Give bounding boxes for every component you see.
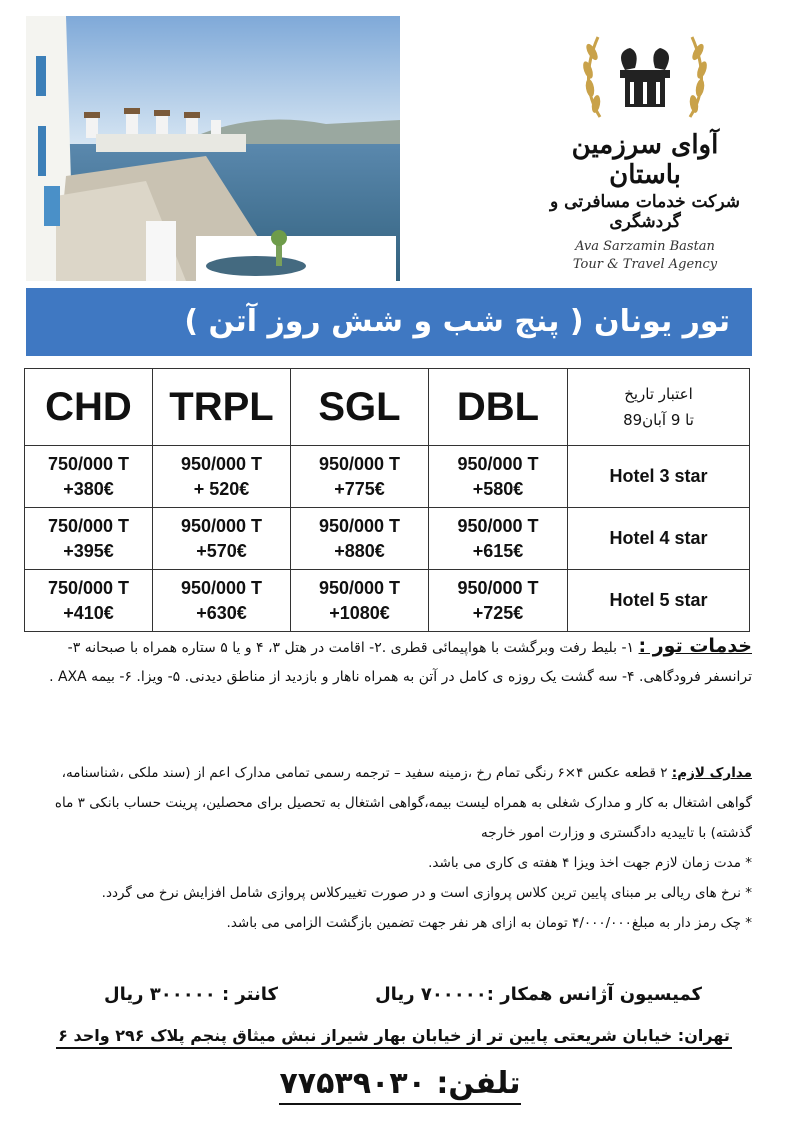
header-chd: CHD [25,369,153,446]
price-cell [25,508,153,570]
company-logo [540,22,750,272]
price-euro: + 520€ [193,478,250,499]
price-cell [291,570,429,632]
table-row [25,446,750,508]
company-subtitle-fa: شرکت خدمات مسافرتی و گردشگری [550,192,740,232]
price-cell [429,508,568,570]
price-toman: 950/000 T [457,577,539,598]
price-cell [153,570,291,632]
price-cell [429,570,568,632]
price-euro: +1080€ [329,602,390,623]
header-sgl: SGL [291,369,429,446]
validity-date: تا 9 آبان89 [623,411,694,429]
laurel-emblem-icon [570,22,720,122]
table-row [25,570,750,632]
services-text: ۱- بلیط رفت وبرگشت با هواپیمائی قطری .۲- اقامت در هتل ۳، ۴ و یا ۵ ستاره همراه با صبحانه ۳- ترانسفر فرودگاهی. ۴- سه گشت یک روزه ی کامل در آتن به همراه ناهار و بازدید از مناطق دیدنی. ۵- ویزا. ۶- بیمه AXA . [49,640,752,685]
price-euro: +570€ [196,540,247,561]
price-euro: +395€ [63,540,114,561]
price-toman: 950/000 T [318,577,401,598]
price-toman: 950/000 T [180,453,263,474]
price-euro: +880€ [334,540,385,561]
phone-number [200,1066,600,1101]
price-toman: 750/000 T [47,515,130,536]
table-row [25,508,750,570]
hero-photo [26,16,400,281]
tour-services [24,632,752,692]
price-euro: +615€ [472,540,524,561]
hotel-label: Hotel 5 star [568,570,750,632]
phone-text: تلفن: ۷۷۵۳۹۰۳۰ [279,1066,520,1105]
price-euro: +630€ [196,602,247,623]
table-header-row [25,369,750,446]
price-euro: +775€ [334,478,385,499]
price-table [24,368,750,632]
price-toman: 950/000 T [318,453,401,474]
price-toman: 950/000 T [457,515,539,536]
price-euro: +380€ [63,478,114,499]
header-trpl: TRPL [153,369,291,446]
price-euro: +725€ [472,602,524,623]
price-cell [153,508,291,570]
price-euro: +580€ [472,478,524,499]
note-item: * چک رمز دار به مبلغ۴/۰۰۰/۰۰۰ تومان به ازای هر نفر جهت تضمین بازگشت الزامی می باشد. [226,915,752,931]
company-name-en-line2: Tour & Travel Agency [572,257,718,272]
price-toman: 950/000 T [180,515,263,536]
price-euro: +410€ [63,602,114,623]
company-name-en [540,238,750,274]
commission-line [24,984,752,1016]
price-toman: 750/000 T [47,577,130,598]
validity-cell [568,369,750,446]
address: تهران: خیابان شریعتی پایین تر از خیابان بهار شیراز نبش میثاق پنجم پلاک ۲۹۶ واحد ۶ [56,1026,732,1049]
agency-commission: کمیسیون آژانس همکار :۷۰۰۰۰۰ ریال [375,984,702,1005]
required-documents [24,758,752,938]
services-label: خدمات تور : [638,635,752,657]
price-toman: 750/000 T [47,453,130,474]
price-cell [25,570,153,632]
price-toman: 950/000 T [318,515,401,536]
documents-label: مدارک لازم: [671,765,752,781]
validity-label: اعتبار تاریخ [624,385,693,403]
tour-title-banner: تور یونان ( پنج شب و شش روز آتن ) [26,288,752,356]
note-item: * مدت زمان لازم جهت اخذ ویزا ۴ هفته ی کاری می باشد. [428,855,752,871]
company-name-en-line1: Ava Sarzamin Bastan [575,239,715,254]
documents-text: ۲ قطعه عکس ۴×۶ رنگی تمام رخ ،زمینه سفید – ترجمه رسمی تمامی مدارک اعم از (سند ملکی ،شناسنامه، گواهی اشتغال به کار و مدارک شغلی به همراه لیست بیمه،گواهی اشتغال به تحصیل برای محصلین، پرینت حساب بانکی ۳ ماه گذشته) با تاییدیه دادگستری و وزارت امور خارجه [54,765,752,841]
company-name-fa: آوای سرزمین باستان [571,130,719,190]
price-cell [291,446,429,508]
price-cell [25,446,153,508]
counter-commission: کانتر : ۳۰۰۰۰۰ ریال [104,984,278,1005]
note-item: * نرخ های ریالی بر مبنای پایین ترین کلاس پروازی است و در صورت تغییرکلاس پروازی شامل افزایش نرخ می گردد. [101,885,752,901]
price-toman: 950/000 T [180,577,263,598]
price-cell [153,446,291,508]
price-toman: 950/000 T [457,453,539,474]
hotel-label: Hotel 3 star [568,446,750,508]
price-cell [429,446,568,508]
header-dbl: DBL [429,369,568,446]
price-cell [291,508,429,570]
hotel-label: Hotel 4 star [568,508,750,570]
